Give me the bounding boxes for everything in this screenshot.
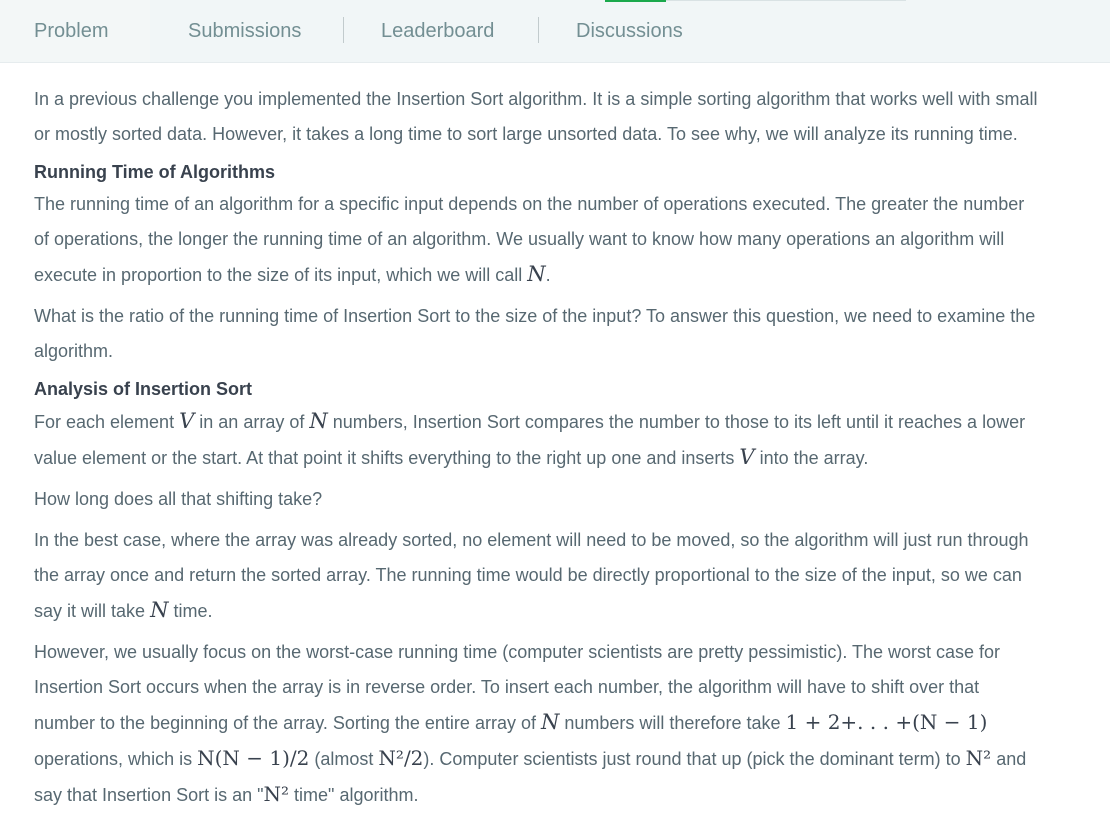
tab-separator [538,17,539,43]
analysis-text: value element or the start. At that point it shifts everything to the right up one and inserts [34,448,735,468]
intro-line-1: In a previous challenge you implemented the Insertion Sort algorithm. It is a simple sorting algorithm that works well with small [34,89,1038,109]
worst-line-2: Insertion Sort occurs when the array is in reverse order. To insert each number, the algorithm will have to shift over that [34,677,980,697]
math-n-n-minus-1-over-2: N(N − 1)/2 [197,746,310,770]
best-text: say it will take [34,601,146,621]
worst-case-paragraph [34,635,1076,813]
best-text: time. [173,601,213,621]
intro-line-2: or mostly sorted data. However, it takes a long time to sort large unsorted data. To see why, we will analyze its running time. [34,124,1018,144]
problem-tabs [0,0,1110,63]
tab-leaderboard-label: Leaderboard [381,19,495,42]
math-v: V [739,445,755,469]
tab-leaderboard[interactable] [381,0,494,62]
ratio-paragraph [34,299,1076,369]
top-divider [666,0,906,1]
worst-text: operations, which is [34,749,193,769]
running-line-1: The running time of an algorithm for a specific input depends on the number of operations executed. The greater the number [34,194,1025,214]
analysis-paragraph [34,404,1076,476]
math-sum-expression: 1 + 2+. . . +(N − 1) [785,710,988,734]
tab-separator [343,17,344,43]
problem-statement [0,62,1110,819]
math-v: V [179,409,195,433]
ratio-line-2: algorithm. [34,341,114,361]
best-line-1: In the best case, where the array was already sorted, no element will need to be moved, so the algorithm will just run through [34,530,1029,550]
worst-text: ). Computer scientists just round that up (pick the dominant term) to [423,749,961,769]
math-n-squared-over-2: N²/2 [378,746,424,770]
math-n: N [150,598,169,622]
worst-text: and [996,749,1027,769]
analysis-text: numbers, Insertion Sort compares the number to those to its left until it reaches a lower [332,412,1026,432]
scroll-indicator [605,0,666,2]
tab-problem-label: Problem [34,19,109,42]
worst-text: time" algorithm. [294,785,419,805]
running-line-2: of operations, the longer the running time of an algorithm. We usually want to know how many operations an algorithm will [34,229,1005,249]
worst-text: (almost [314,749,374,769]
math-n: N [540,710,560,734]
analysis-text: in an array of [199,412,305,432]
tab-discussions[interactable] [576,0,683,62]
intro-paragraph [34,82,1076,152]
math-n-squared: N² [965,746,992,770]
tab-problem[interactable] [0,0,150,62]
tab-submissions-label: Submissions [188,19,302,42]
running-time-paragraph [34,187,1076,293]
shift-question: How long does all that shifting take? [34,489,323,509]
best-line-2: the array once and return the sorted array. The running time would be directly proportional to the size of the input, so we can [34,565,1022,585]
worst-line-1: However, we usually focus on the worst-case running time (computer scientists are pretty pessimistic). The worst case for [34,642,1001,662]
math-n: N [527,262,546,286]
analysis-text: For each element [34,412,175,432]
worst-text: number to the beginning of the array. Sorting the entire array of [34,713,536,733]
math-n: N [309,409,328,433]
analysis-text: into the array. [759,448,869,468]
tab-discussions-label: Discussions [576,19,683,42]
best-case-paragraph [34,523,1076,629]
heading-analysis: Analysis of Insertion Sort [34,379,253,399]
worst-text: say that Insertion Sort is an " [34,785,264,805]
period: . [545,265,551,285]
ratio-line-1: What is the ratio of the running time of Insertion Sort to the size of the input? To answer this question, we need to examine the [34,306,1036,326]
worst-text: numbers will therefore take [564,713,781,733]
tab-submissions[interactable] [188,0,301,62]
math-n-squared: N² [263,782,290,806]
heading-running-time: Running Time of Algorithms [34,162,275,182]
running-line-3: execute in proportion to the size of its input, which we will call [34,265,523,285]
